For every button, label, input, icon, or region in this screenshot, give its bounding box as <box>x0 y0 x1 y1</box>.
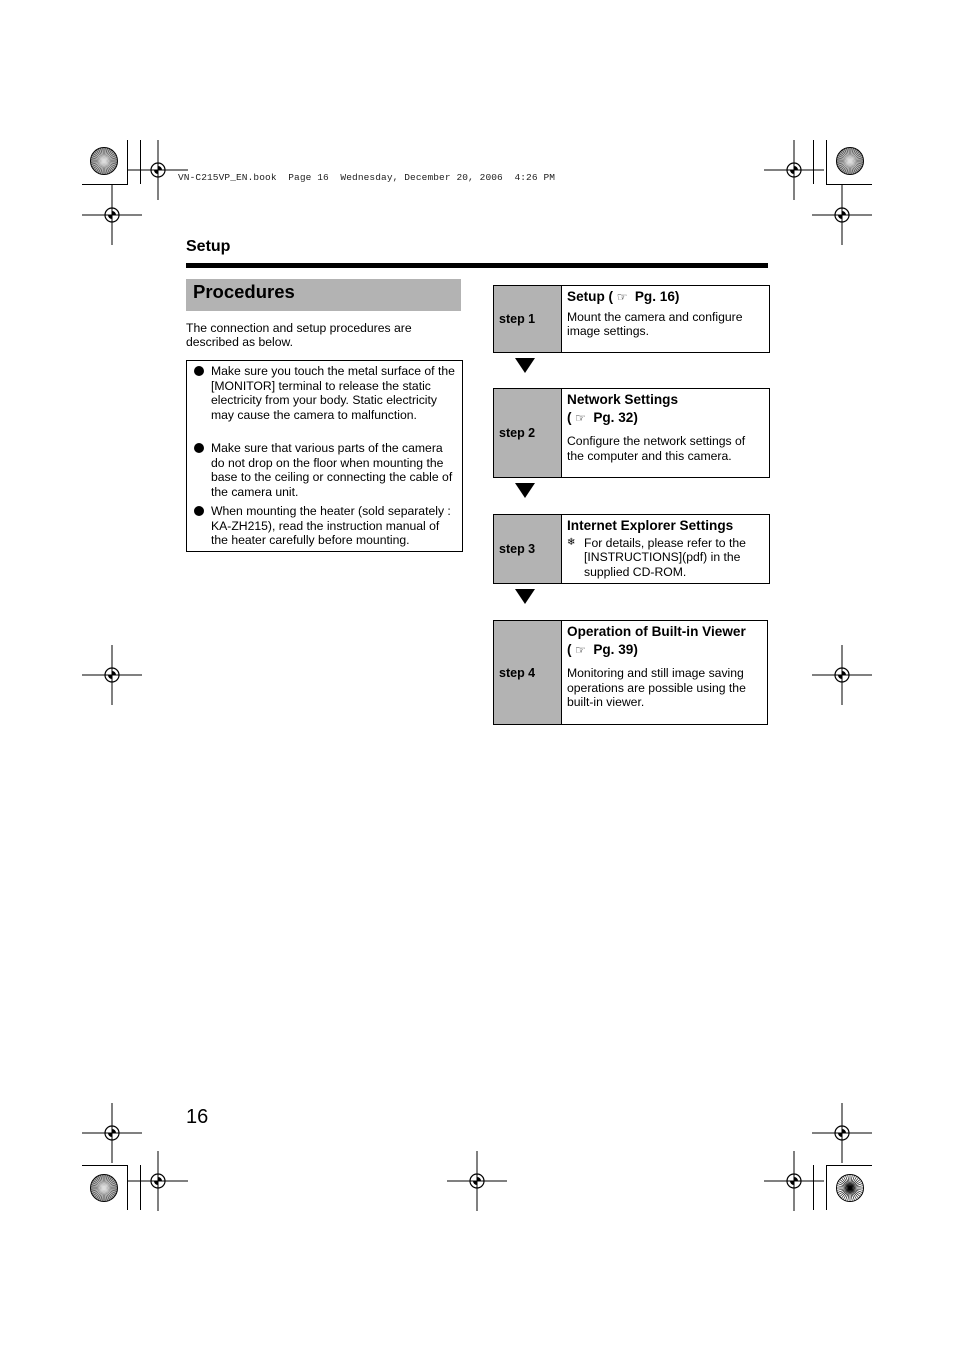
step-2-title-text: Network Settings <box>567 392 679 407</box>
step-1-box <box>493 285 770 353</box>
step-2-box <box>493 388 770 478</box>
page-number: 16 <box>186 1106 209 1128</box>
step-3-body <box>567 517 765 579</box>
step-4-page-ref: Pg. 39) <box>593 641 638 657</box>
snowflake-note-icon: ❄ <box>567 536 576 548</box>
star-target-icon <box>89 1173 119 1203</box>
step-1-page-ref: Pg. 16) <box>634 289 680 304</box>
step-4-body <box>567 623 763 710</box>
step-2-title <box>567 391 765 427</box>
step-2-label: step 2 <box>494 389 562 477</box>
header-rule <box>186 263 768 268</box>
star-target-icon <box>835 1173 865 1203</box>
down-arrow-icon <box>515 358 535 373</box>
step-3-title: Internet Explorer Settings <box>567 518 734 533</box>
step-3-note <box>567 536 765 580</box>
step-1-title-text: Setup ( <box>567 289 614 304</box>
caution-text: Make sure you touch the metal surface of the [MONITOR] terminal to release the static electricity from your body. Static electricity may cause the camera to malfunction. <box>211 364 455 423</box>
crop-mark <box>140 140 141 184</box>
crop-mark <box>82 1165 128 1166</box>
step-1-body <box>567 288 765 339</box>
pointing-hand-icon: ☞ <box>575 410 586 425</box>
bullet-icon <box>194 443 204 453</box>
registration-mark-icon <box>447 1151 507 1211</box>
registration-mark-icon <box>764 1151 824 1211</box>
registration-mark-icon <box>812 185 872 245</box>
crop-mark <box>813 140 814 184</box>
step-4-box <box>493 620 768 725</box>
step-2-description: Configure the network settings of the computer and this camera. <box>567 434 746 463</box>
crop-mark <box>140 1165 141 1210</box>
step-1-title <box>567 288 765 307</box>
crop-mark <box>813 1165 814 1210</box>
caution-item <box>211 441 459 500</box>
step-4-description: Monitoring and still image saving operations are possible using the built-in viewer. <box>567 666 746 709</box>
star-target-icon <box>835 146 865 176</box>
crop-mark <box>127 140 128 184</box>
down-arrow-icon <box>515 589 535 604</box>
crop-mark <box>826 1165 872 1166</box>
step-3-label: step 3 <box>494 515 562 583</box>
registration-mark-icon <box>812 645 872 705</box>
caution-text: Make sure that various parts of the camera do not drop on the floor when mounting the base to the ceiling or connecting the cable of the camera unit. <box>211 441 453 500</box>
step-2-page-ref: Pg. 32) <box>593 409 638 425</box>
bullet-icon <box>194 366 204 376</box>
crop-mark <box>826 1165 827 1210</box>
step-3-box <box>493 514 770 584</box>
caution-item <box>211 364 459 423</box>
step-1-description: Mount the camera and configure image settings. <box>567 309 743 338</box>
step-2-body <box>567 391 765 463</box>
registration-mark-icon <box>82 645 142 705</box>
registration-mark-icon <box>128 1151 188 1211</box>
crop-mark <box>82 184 128 185</box>
pointing-hand-icon: ☞ <box>616 290 628 304</box>
section-label: Setup <box>186 238 231 255</box>
crop-mark <box>826 140 827 184</box>
step-4-title-paren: ( <box>567 641 572 657</box>
step-2-title-paren: ( <box>567 409 572 425</box>
crop-mark <box>127 1165 128 1210</box>
caution-item <box>211 504 459 548</box>
step-1-label: step 1 <box>494 286 562 352</box>
bullet-icon <box>194 506 204 516</box>
step-3-note-text: For details, please refer to the [INSTRUCTIONS](pdf) in the supplied CD-ROM. <box>584 535 746 579</box>
caution-text: When mounting the heater (sold separately : KA-ZH215), read the instruction manual of the heater carefully before mounting. <box>211 504 451 548</box>
caution-box <box>186 360 463 552</box>
down-arrow-icon <box>515 483 535 498</box>
crop-mark <box>826 184 872 185</box>
file-header: VN-C215VP_EN.book Page 16 Wednesday, December 20, 2006 4:26 PM <box>178 172 556 183</box>
registration-mark-icon <box>82 185 142 245</box>
step-4-title-text: Operation of Built-in Viewer <box>567 624 746 639</box>
intro-text: The connection and setup procedures are described as below. <box>186 321 412 349</box>
star-target-icon <box>89 146 119 176</box>
page-title: Procedures <box>186 279 461 311</box>
pointing-hand-icon: ☞ <box>575 642 586 657</box>
step-4-label: step 4 <box>494 621 562 724</box>
step-4-title <box>567 623 763 659</box>
